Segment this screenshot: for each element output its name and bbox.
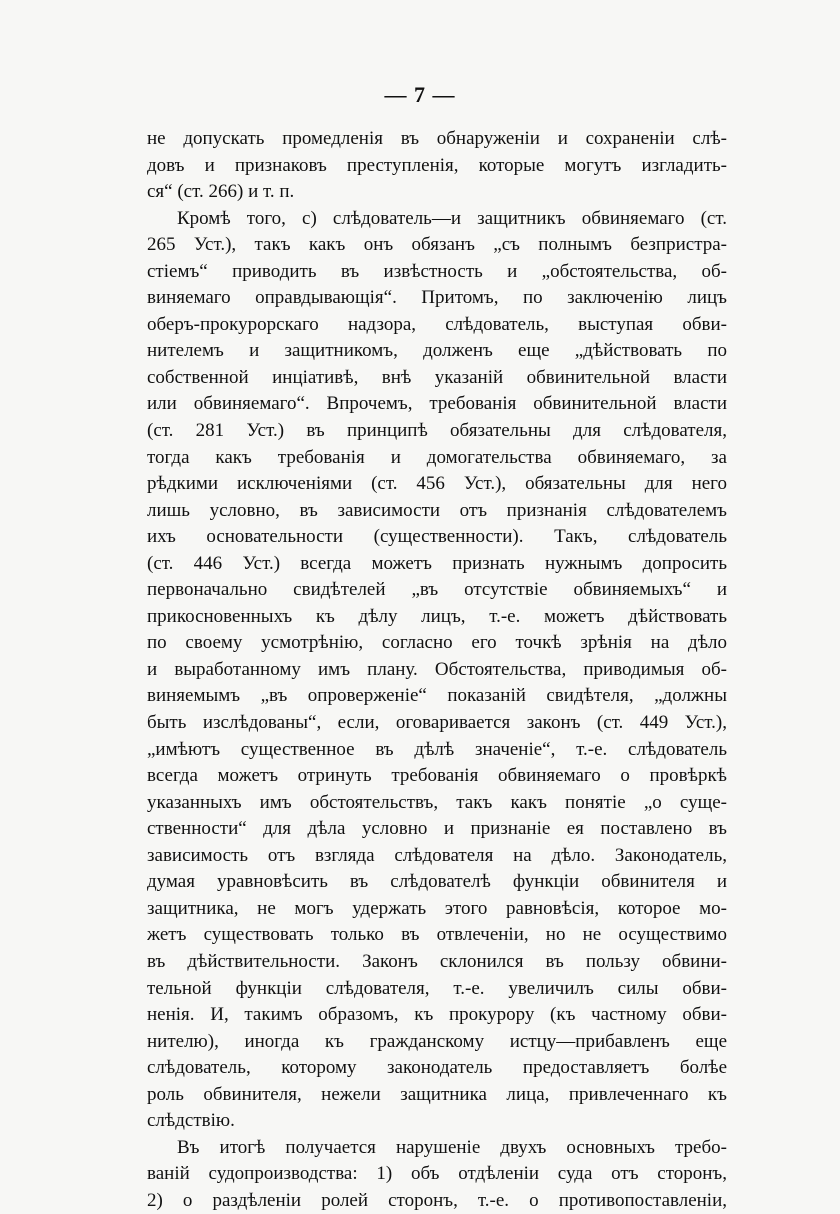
text-line: Въ итогѣ получается нарушеніе двухъ основныхъ требо- (177, 1136, 727, 1158)
text-line: собственной инціативѣ, внѣ указаній обвинительной власти (147, 366, 727, 388)
text-line: „имѣютъ существенное въ дѣлѣ значеніе“, т.-е. слѣдователь (147, 738, 727, 760)
text-line: довъ и признаковъ преступленія, которые могутъ изгладить- (147, 154, 727, 176)
text-line: быть изслѣдованы“, если, оговаривается законъ (ст. 449 Уст.), (147, 712, 727, 734)
text-line: стіемъ“ приводить въ извѣстность и „обстоятельства, об- (147, 260, 727, 282)
text-line: нителю), иногда къ гражданскому истцу—прибавленъ еще (147, 1030, 727, 1052)
body-text (147, 126, 727, 1214)
text-line: не допускать промедленія въ обнаруженіи и сохраненіи слѣ- (147, 128, 727, 149)
text-line: тогда какъ требованія и домогательства обвиняемаго, за (147, 446, 727, 468)
text-line: и выработанному имъ плану. Обстоятельства, приводимыя об- (147, 658, 727, 680)
text-line: тельной функціи слѣдователя, т.-е. увеличилъ силы обви- (147, 977, 727, 999)
text-line: виняемаго оправдывающія“. Притомъ, по заключенію лицъ (147, 287, 727, 309)
text-line: ственности“ для дѣла условно и признаніе ея поставлено въ (147, 818, 727, 840)
text-line: думая уравновѣсить въ слѣдователѣ функціи обвинителя и (147, 871, 727, 893)
text-line: роль обвинителя, нежели защитника лица, привлеченнаго къ (147, 1083, 727, 1105)
text-line: или обвиняемаго“. Впрочемъ, требованія обвинительной власти (147, 393, 727, 415)
text-line: лишь условно, въ зависимости отъ признанія слѣдователемъ (147, 499, 727, 521)
text-line: указанныхъ имъ обстоятельствъ, такъ какъ понятіе „о суще- (147, 791, 727, 813)
text-line: ся“ (ст. 266) и т. п. (147, 181, 295, 203)
text-line: по своему усмотрѣнію, согласно его точкѣ зрѣнія на дѣло (147, 632, 727, 654)
text-line: прикосновенныхъ къ дѣлу лицъ, т.-е. можетъ дѣйствовать (147, 605, 727, 627)
text-line: (ст. 281 Уст.) въ принципѣ обязательны для слѣдователя, (147, 420, 727, 442)
text-line: 2) о раздѣленіи ролей сторонъ, т.-е. о противопоставленіи, (147, 1189, 727, 1211)
text-line: жетъ существовать только въ отвлеченіи, но не осуществимо (147, 924, 727, 946)
text-line: защитника, не могъ удержать этого равновѣсія, которое мо- (147, 897, 727, 919)
text-line: зависимость отъ взгляда слѣдователя на дѣло. Законодатель, (147, 844, 727, 866)
text-line: въ дѣйствительности. Законъ склонился въ пользу обвини- (147, 950, 727, 972)
text-line: Кромѣ того, с) слѣдователь—и защитникъ обвиняемаго (ст. (177, 207, 727, 229)
text-line: рѣдкими исключеніями (ст. 456 Уст.), обязательны для него (147, 473, 727, 495)
text-line: слѣдствію. (147, 1110, 235, 1132)
text-line: 265 Уст.), такъ какъ онъ обязанъ „съ полнымъ безпристра- (147, 234, 727, 256)
text-line: виняемымъ „въ опроверженіе“ показаній свидѣтеля, „должны (147, 685, 727, 707)
text-line: ихъ основательности (существенности). Такъ, слѣдователь (147, 526, 727, 548)
page-number: — 7 — (384, 82, 456, 107)
text-line: ненія. И, такимъ образомъ, къ прокурору (къ частному обви- (147, 1004, 727, 1026)
text-line: слѣдователь, которому законодатель предоставляетъ болѣе (147, 1057, 727, 1079)
text-line: всегда можетъ отринуть требованія обвиняемаго о провѣркѣ (147, 765, 727, 787)
text-line: первоначально свидѣтелей „въ отсутствіе обвиняемыхъ“ и (147, 579, 727, 601)
text-line: (ст. 446 Уст.) всегда можетъ признать нужнымъ допросить (147, 552, 727, 574)
text-line: ваній судопроизводства: 1) объ отдѣленіи суда отъ сторонъ, (147, 1163, 727, 1185)
text-line: оберъ-прокурорскаго надзора, слѣдователь, выступая обви- (147, 313, 727, 335)
text-line: нителемъ и защитникомъ, долженъ еще „дѣйствовать по (147, 340, 727, 362)
